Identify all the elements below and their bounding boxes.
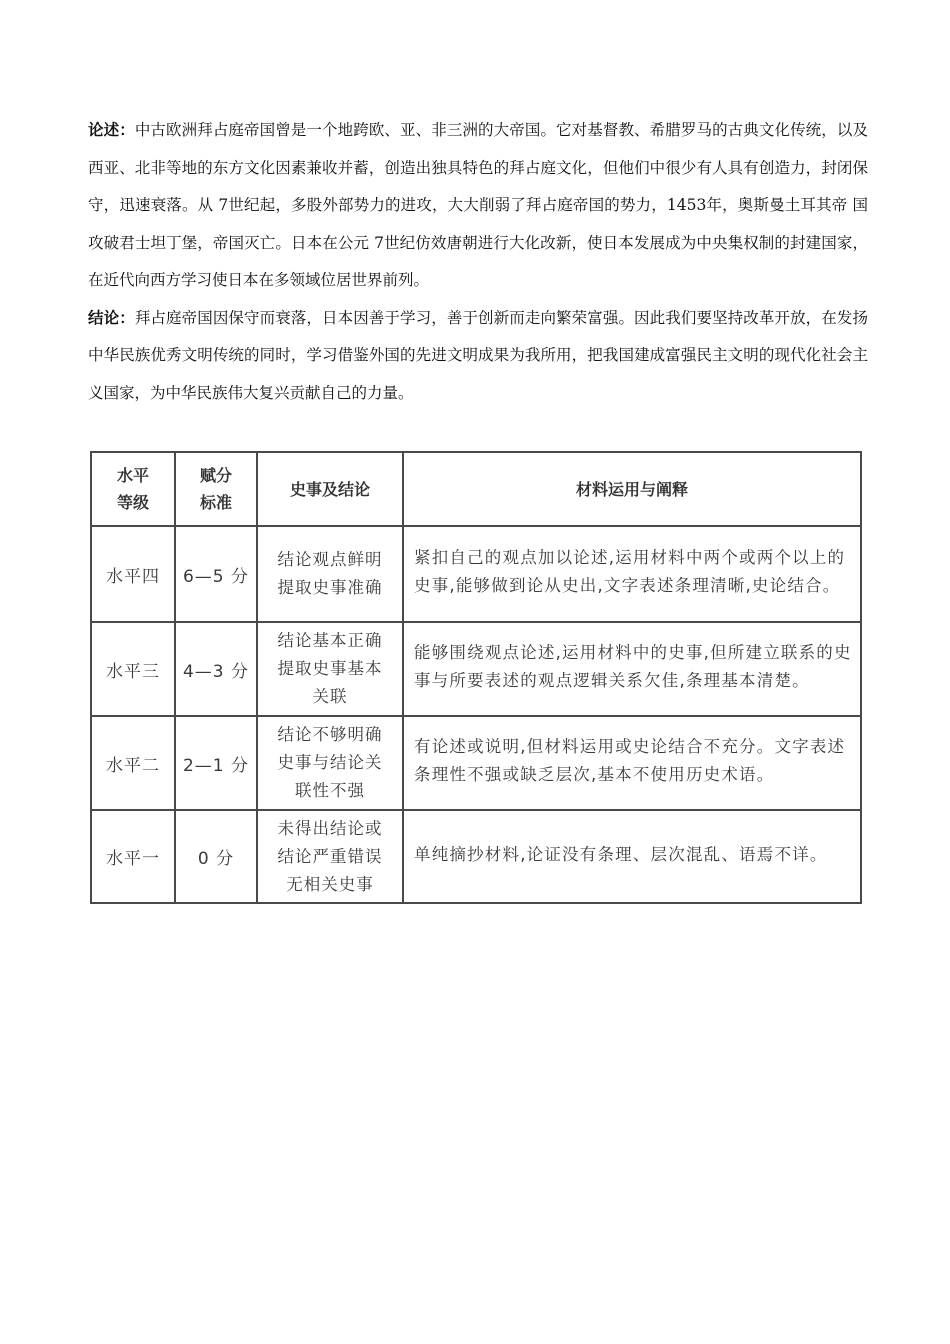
facts-cell: 结论观点鲜明 提取史事准确	[257, 526, 403, 622]
conclusion-paragraph	[88, 300, 868, 413]
header-desc: 材料运用与阐释	[403, 452, 861, 526]
rubric-table	[90, 451, 862, 904]
score-cell: 4—3 分	[175, 622, 257, 716]
score-cell: 0 分	[175, 810, 257, 903]
desc-cell: 单纯摘抄材料,论证没有条理、层次混乱、语焉不详。	[403, 810, 861, 903]
table-header-row	[91, 452, 861, 526]
conclusion-label: 结论：	[88, 308, 135, 327]
facts-cell: 未得出结论或 结论严重错误 无相关史事	[257, 810, 403, 903]
argument-text: 中古欧洲拜占庭帝国曾是一个地跨欧、亚、非三洲的大帝国。它对基督教、希腊罗马的古典文化传统，以及西亚、北非等地的东方文化因素兼收并蓄，创造出独具特色的拜占庭文化，但他们中很少有人具有创造力，封闭保守，迅速衰落。从 7世纪起，多股外部势力的进攻，大大削弱了拜占庭帝国的势力，1453年，奥斯曼土耳其帝 国攻破君士坦丁堡，帝国灭亡。日本在公元 7世纪仿效唐朝进行大化改新，使日本发展成为中央集权制的封建国家，在近代向西方学习使日本在多领域位居世界前列。	[88, 121, 868, 289]
table-row	[91, 716, 861, 810]
level-cell: 水平三	[91, 622, 175, 716]
header-level: 水平 等级	[91, 452, 175, 526]
desc-cell: 有论述或说明,但材料运用或史论结合不充分。文字表述条理性不强或缺乏层次,基本不使用历史术语。	[403, 716, 861, 810]
score-cell: 2—1 分	[175, 716, 257, 810]
table-row	[91, 526, 861, 622]
table-row	[91, 810, 861, 903]
argument-label: 论述：	[88, 121, 135, 139]
essay-text	[88, 112, 868, 412]
level-cell: 水平二	[91, 716, 175, 810]
score-cell: 6—5 分	[175, 526, 257, 622]
facts-cell: 结论不够明确 史事与结论关 联性不强	[257, 716, 403, 810]
desc-cell: 能够围绕观点论述,运用材料中的史事,但所建立联系的史事与所要表述的观点逻辑关系欠佳,条理基本清楚。	[403, 622, 861, 716]
conclusion-text: 拜占庭帝国因保守而衰落，日本因善于学习，善于创新而走向繁荣富强。因此我们要坚持改革开放，在发扬中华民族优秀文明传统的同时，学习借鉴外国的先进文明成果为我所用，把我国建成富强民主文明的现代化社会主义国家，为中华民族伟大复兴贡献自己的力量。	[88, 308, 868, 402]
level-cell: 水平四	[91, 526, 175, 622]
rubric-table-container	[90, 451, 860, 902]
table-row	[91, 622, 861, 716]
level-cell: 水平一	[91, 810, 175, 903]
desc-cell: 紧扣自己的观点加以论述,运用材料中两个或两个以上的史事,能够做到论从史出,文字表述条理清晰,史论结合。	[403, 526, 861, 622]
argument-paragraph	[88, 112, 868, 300]
facts-cell: 结论基本正确 提取史事基本 关联	[257, 622, 403, 716]
header-facts: 史事及结论	[257, 452, 403, 526]
header-score: 赋分 标准	[175, 452, 257, 526]
